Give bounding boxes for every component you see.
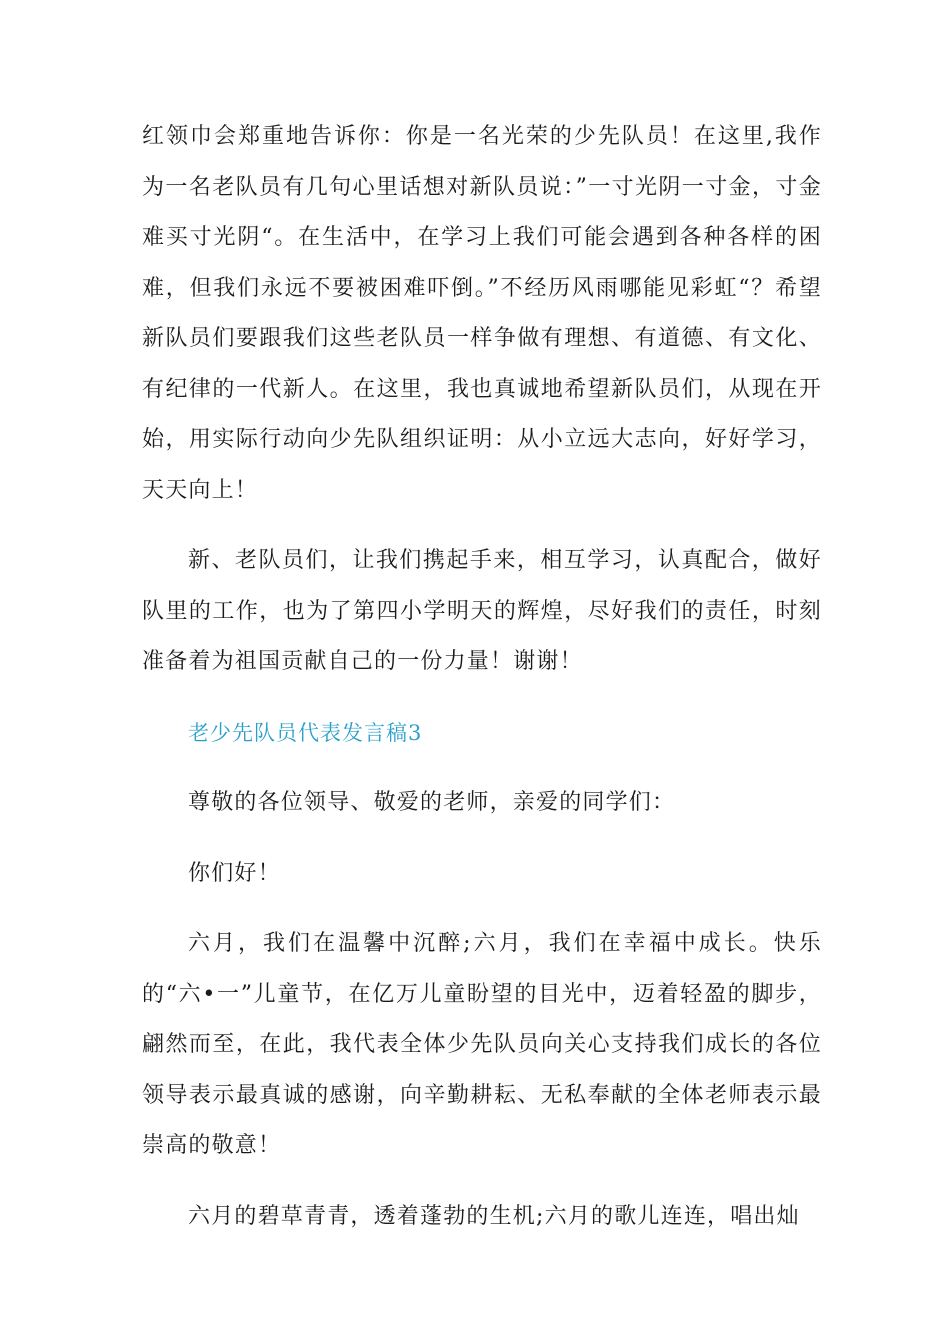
section-heading: 老少先队员代表发言稿3 (188, 720, 423, 745)
paragraph-closing: 新、老队员们，让我们携起手来，相互学习，认真配合，做好队里的工作，也为了第四小学明天的辉煌，尽好我们的责任，时刻准备着为祖国贡献自己的一份力量！谢谢！ (142, 548, 822, 674)
paragraph-june-intro: 六月，我们在温馨中沉醉;六月，我们在幸福中成长。快乐的“六•一”儿童节，在亿万儿童盼望的目光中，迈着轻盈的脚步，翩然而至，在此，我代表全体少先队员向关心支持我们成长的各位领导表示最真诚的感谢，向辛勤耕耘、无私奉献的全体老师表示最崇高的敬意！ (142, 931, 822, 1158)
paragraph-continuation: 红领巾会郑重地告诉你：你是一名光荣的少先队员！在这里,我作为一名老队员有几句心里话想对新队员说：”一寸光阴一寸金，寸金难买寸光阴“。在生活中，在学习上我们可能会遇到各种各样的困难，但我们永远不要被困难吓倒。”不经历风雨哪能见彩虹“？希望新队员们要跟我们这些老队员一样争做有理想、有道德、有文化、有纪律的一代新人。在这里，我也真诚地希望新队员们，从现在开始，用实际行动向少先队组织证明：从小立远大志向，好好学习，天天向上！ (142, 124, 822, 503)
document-page (142, 112, 822, 1242)
paragraph-salutation: 尊敬的各位领导、敬爱的老师，亲爱的同学们： (188, 790, 676, 815)
paragraph-june-continued: 六月的碧草青青，透着蓬勃的生机;六月的歌儿连连，唱出灿 (188, 1203, 800, 1229)
paragraph-greeting: 你们好！ (188, 860, 281, 886)
